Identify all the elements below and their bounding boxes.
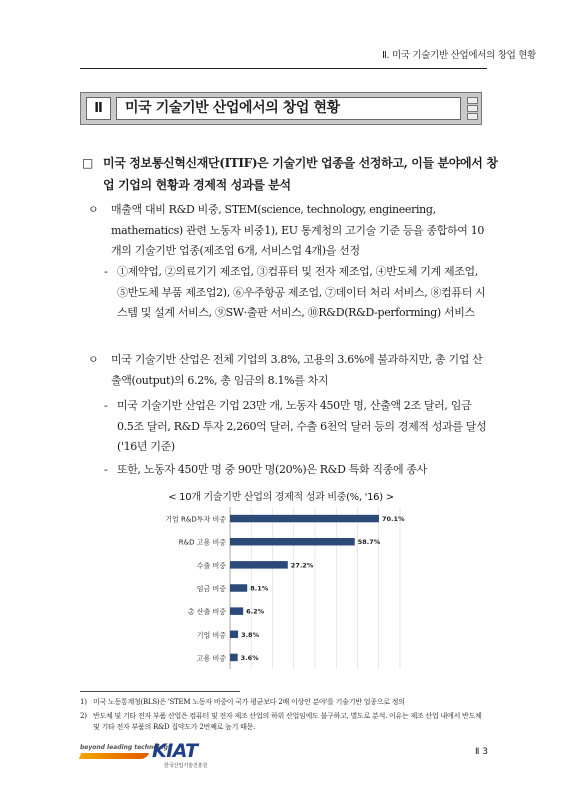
- footnote-marker: 1): [80, 698, 87, 706]
- logo-org-name: 한국산업기술진흥원: [164, 763, 208, 769]
- page-number: Ⅱ 3: [474, 747, 488, 757]
- circle-marker: ㅇ: [88, 353, 99, 366]
- circle-marker: ㅇ: [88, 203, 99, 216]
- footnote-text: 미국 노동통계청(BLS)은 'STEM 노동자 비중이 국가 평균보다 2배 이상인 분야'를 기술기반 업종으로 정의: [93, 698, 405, 706]
- chart-bar: [230, 654, 238, 662]
- bar-chart: [150, 503, 412, 673]
- section-title: 미국 기술기반 산업에서의 창업 현황: [116, 97, 461, 120]
- chart-data-label: 6.2%: [246, 607, 265, 616]
- bullet-1-text: 매출액 대비 R&D 비중, STEM(science, technology, engineering, mathematics) 관련 노동자 비중1), EU 통계청의 고기술 기준 등을 종합하여 10개의 기술기반 업종(제조업 6개, 서비스업 4개)을 선정: [111, 203, 484, 257]
- dash-marker: -: [104, 265, 108, 278]
- dash-marker: -: [104, 463, 108, 476]
- bullet-2-sub-1: [104, 396, 490, 458]
- chart-bar: [230, 607, 243, 615]
- logo-swoosh-icon: [79, 753, 149, 759]
- chart-bar: [230, 584, 247, 592]
- header-rule: [80, 68, 487, 69]
- chart-background: [150, 503, 412, 673]
- chart-data-label: 27.2%: [290, 561, 314, 570]
- chart-category-label: R&D 고용 비중: [178, 538, 226, 547]
- section-heading: [80, 92, 482, 125]
- footnote-2: [80, 711, 490, 733]
- square-marker: □: [82, 156, 93, 170]
- footnote-text: 반도체 및 기타 전자 부품 산업은 컴퓨터 및 전자 제조 산업의 하위 산업임에도 불구하고, 별도로 분석. 이유는 제조 산업 내에서 반도체 및 기타 전자 부품의 R&D 집약도가 2번째로 높기 때문.: [93, 712, 482, 731]
- chart-data-label: 58.7%: [357, 538, 381, 547]
- chart-bar: [230, 561, 288, 569]
- kiat-logo: [80, 742, 230, 772]
- chart-category-label: 임금 비중: [196, 585, 226, 593]
- chart-bar: [230, 631, 238, 639]
- footnote-rule: [80, 691, 240, 692]
- bullet-2: [88, 350, 490, 391]
- bullet-1-sub-text: ①제약업, ②의료기기 제조업, ③컴퓨터 및 전자 제조업, ④반도체 기계 제조업, ⑤반도체 부품 제조업2), ⑥우주항공 제조업, ⑦데이터 처리 서비스, ⑧컴퓨터 시스템 및 설계 서비스, ⑨SW·출판 서비스, ⑩R&D(R&D-performing) 서비스: [117, 265, 486, 319]
- running-header: Ⅱ. 미국 기술기반 산업에서의 창업 현황: [382, 50, 536, 61]
- chart-bar: [230, 515, 379, 523]
- logo-wordmark: KIAT: [152, 740, 198, 762]
- footnote-marker: 2): [80, 712, 87, 720]
- main-point: [80, 152, 500, 196]
- chart-bar: [230, 538, 355, 546]
- chart-data-label: 70.1%: [381, 515, 405, 524]
- footnote-1: [80, 697, 490, 708]
- bullet-1-sub: [104, 262, 490, 324]
- chart-category-label: 총 산출 비중: [187, 608, 226, 617]
- chart-category-label: 기업 비중: [196, 631, 226, 640]
- dash-marker: -: [104, 399, 108, 412]
- chart-caption: < 10개 기술기반 산업의 경제적 성과 비중(%, '16) >: [168, 492, 394, 503]
- section-number: Ⅱ: [86, 97, 111, 120]
- main-point-text: 미국 정보통신혁신재단(ITIF)은 기술기반 업종을 선정하고, 이들 분야에서 창업 기업의 현황과 경제적 성과를 분석: [103, 156, 498, 192]
- bullet-2-text: 미국 기술기반 산업은 전체 기업의 3.8%, 고용의 3.6%에 불과하지만, 총 기업 산출액(output)의 6.2%, 총 임금의 8.1%를 차지: [111, 353, 483, 387]
- logo-tagline: beyond leading technology: [80, 744, 172, 751]
- bullet-2-sub-2-text: 또한, 노동자 450만 명 중 90만 명(20%)은 R&D 특화 직종에 종사: [117, 463, 427, 476]
- chart-data-label: 3.8%: [241, 630, 260, 639]
- chart-data-label: 3.6%: [240, 653, 259, 662]
- chart-data-label: 8.1%: [250, 584, 269, 593]
- chart-category-label: 수출 비중: [196, 561, 226, 570]
- bullet-2-sub-2: [104, 460, 490, 481]
- bullet-1: [88, 200, 490, 262]
- chart-category-label: 기업 R&D투자 비중: [165, 515, 226, 524]
- section-decoration: [467, 97, 478, 120]
- chart-category-label: 고용 비중: [196, 654, 226, 663]
- bullet-2-sub-1-text: 미국 기술기반 산업은 기업 23만 개, 노동자 450만 명, 산출액 2조 달러, 임금 0.5조 달러, R&D 투자 2,260억 달러, 수출 6천억 달러 등의 경제적 성과를 달성('16년 기준): [117, 399, 487, 453]
